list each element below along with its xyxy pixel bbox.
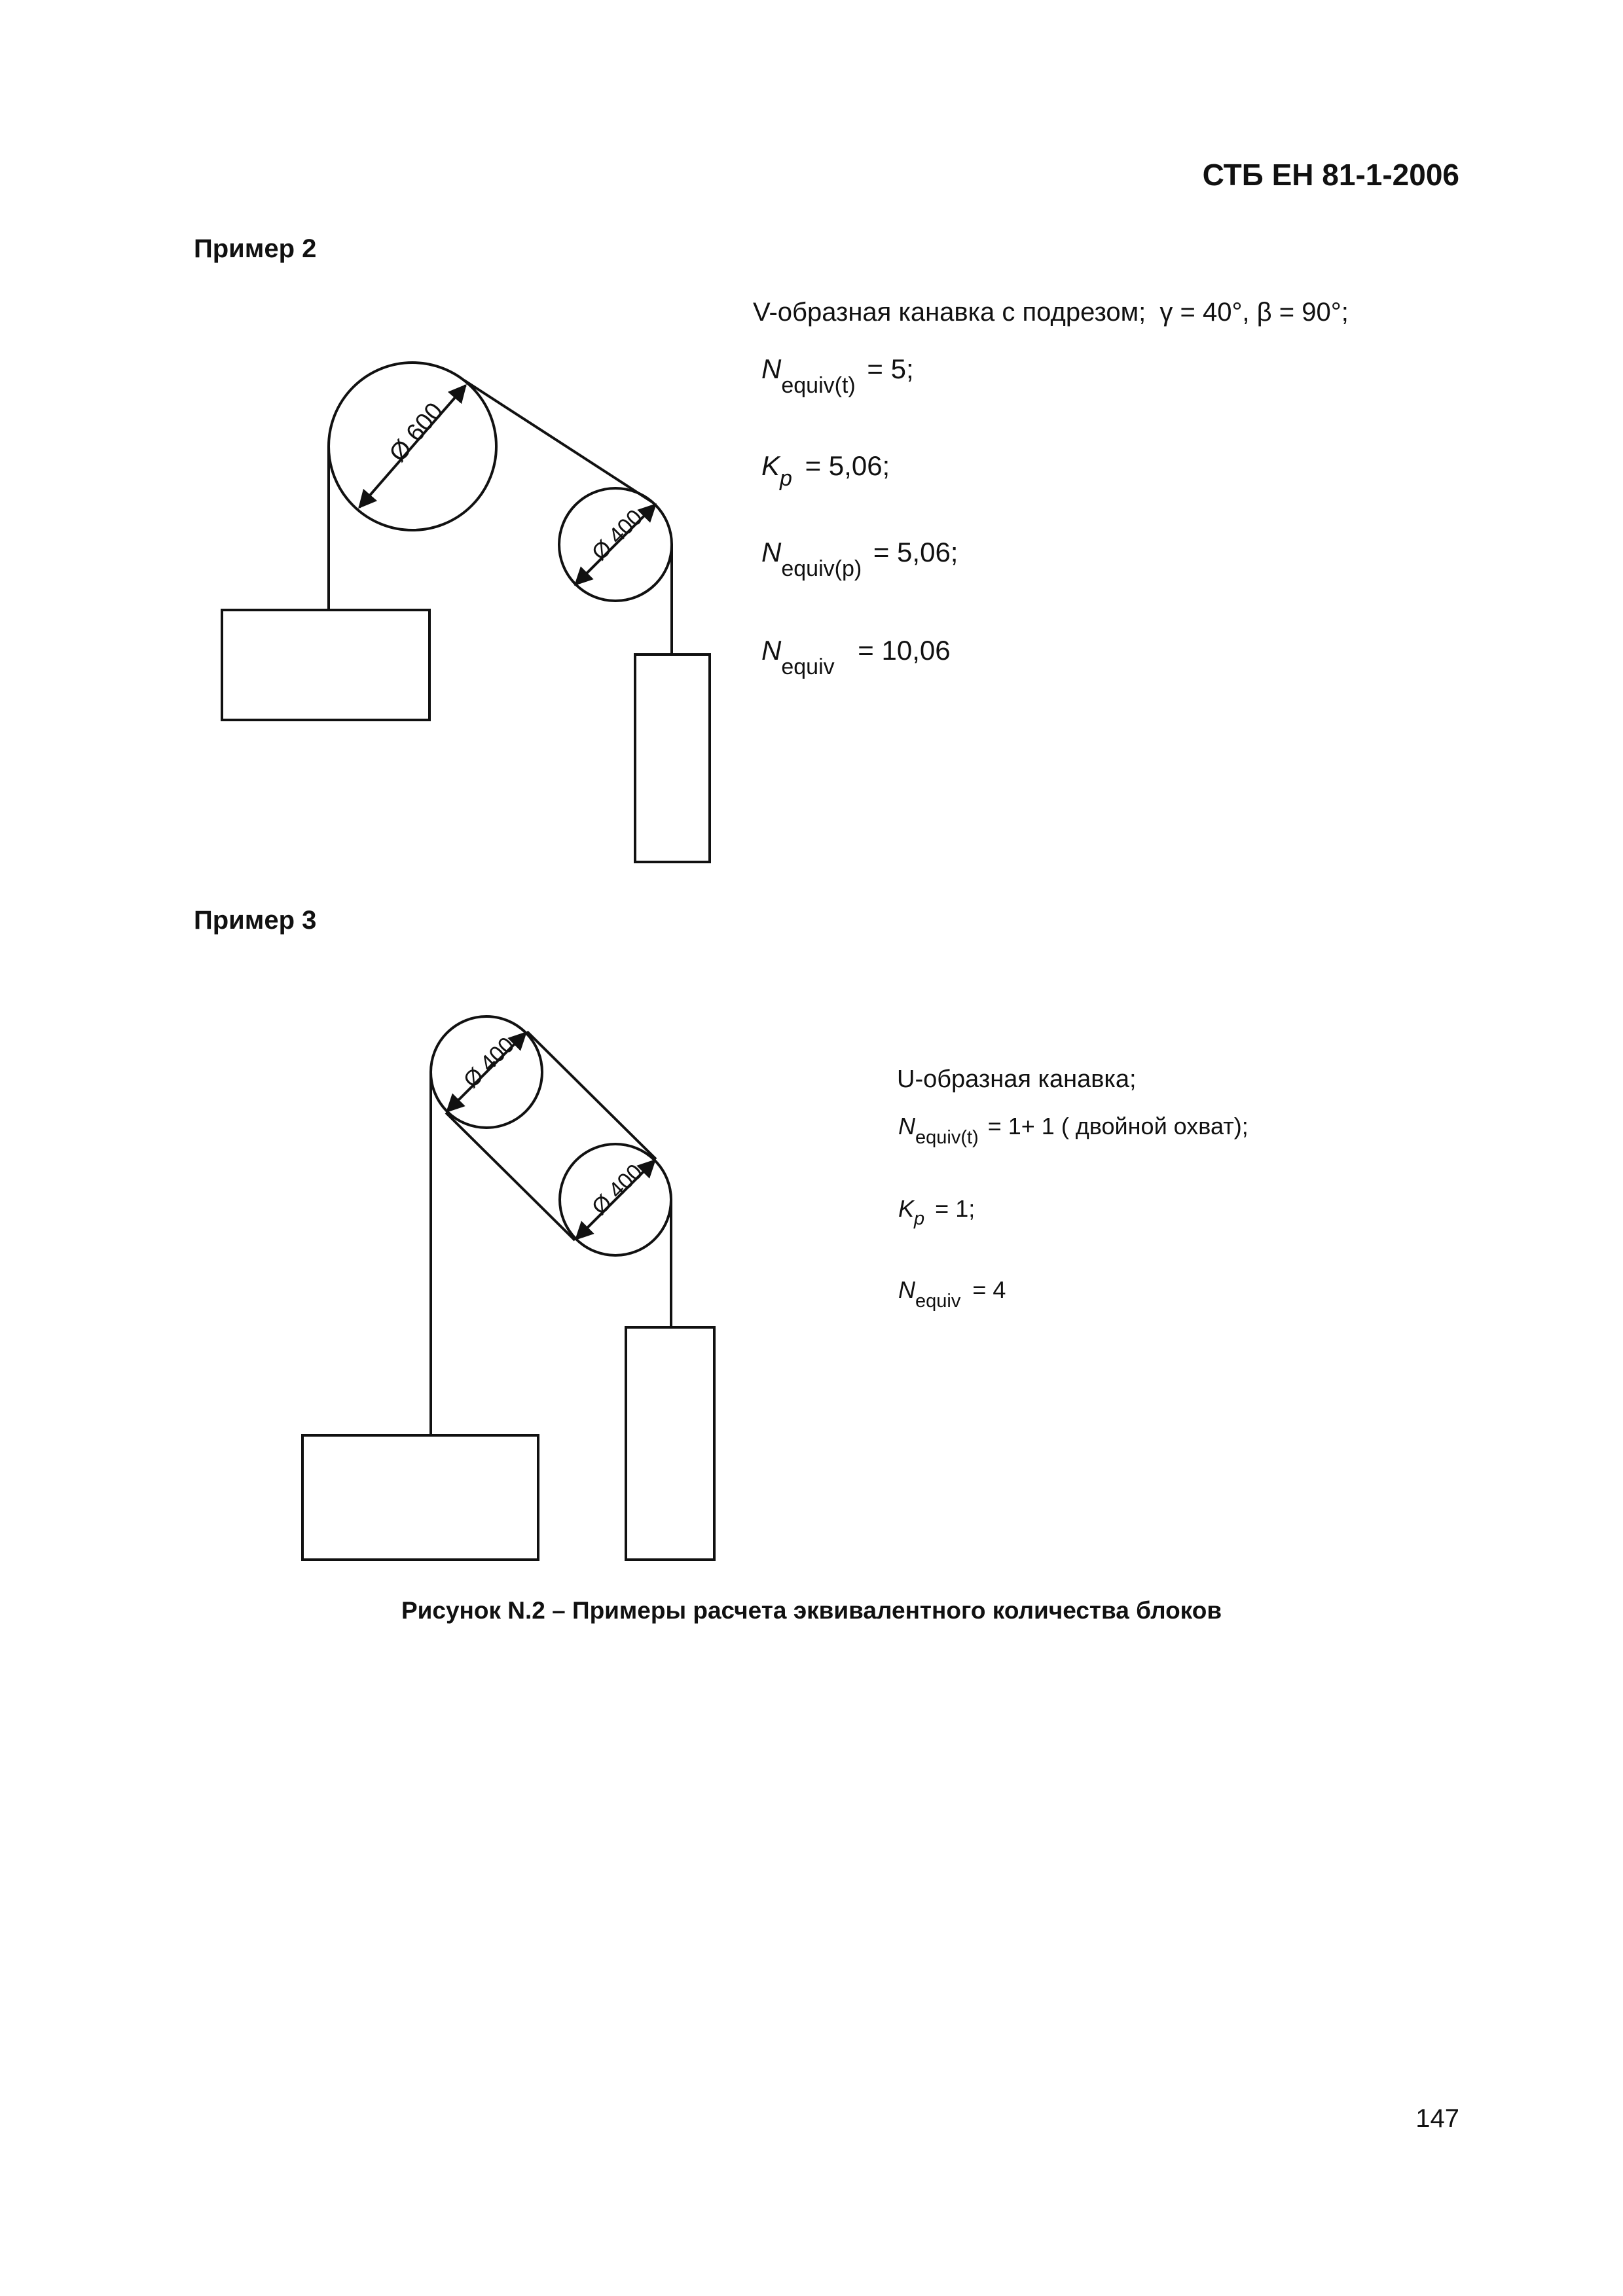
- counterweight-block: [626, 1327, 714, 1560]
- value: = 5,06;: [805, 450, 890, 481]
- rope-tangent: [464, 380, 652, 502]
- value: = 4: [972, 1276, 1006, 1303]
- subscript: p: [780, 466, 792, 491]
- symbol: K: [761, 450, 780, 481]
- value: = 1;: [935, 1195, 976, 1222]
- value: = 5;: [867, 353, 914, 384]
- example-3-groove-description: U-образная канавка;: [897, 1066, 1137, 1093]
- value: = 1+ 1 ( двойной охват);: [987, 1113, 1249, 1139]
- car-block: [302, 1435, 538, 1560]
- example-3-diagram: [302, 1016, 714, 1560]
- subscript: equiv(t): [915, 1127, 979, 1148]
- example-2-groove-description: [753, 298, 1349, 327]
- value: = 10,06: [858, 635, 951, 666]
- formula-n-equiv: [898, 1276, 1006, 1312]
- diameter-label-top: Ø 400: [458, 1032, 520, 1093]
- example-3-heading: Пример 3: [194, 906, 317, 935]
- formula-kp: [761, 450, 890, 491]
- rope-lower-tangent: [446, 1113, 575, 1240]
- value: = 5,06;: [873, 537, 958, 567]
- formula-n-equiv-t: [898, 1113, 1249, 1148]
- page-number: 147: [1415, 2104, 1459, 2133]
- symbol: K: [898, 1195, 915, 1222]
- example-2-heading: Пример 2: [194, 234, 317, 263]
- symbol: N: [761, 353, 782, 384]
- formula-kp: [898, 1195, 976, 1229]
- symbol: N: [898, 1113, 915, 1139]
- diameter-label-400: Ø 400: [587, 505, 648, 565]
- groove-type: V-образная канавка с подрезом;: [753, 298, 1146, 327]
- symbol: N: [898, 1276, 915, 1303]
- subscript: equiv: [781, 655, 835, 679]
- groove-angles: γ = 40°, β = 90°;: [1159, 298, 1349, 327]
- formula-n-equiv: [761, 635, 951, 679]
- rope-upper-tangent: [527, 1031, 656, 1159]
- figure-caption: Рисунок N.2 – Примеры расчета эквивалентного количества блоков: [401, 1597, 1222, 1624]
- symbol: N: [761, 635, 782, 666]
- formula-n-equiv-p: [761, 537, 958, 581]
- subscript: equiv(t): [781, 373, 856, 398]
- counterweight-block: [635, 655, 710, 862]
- document-code: СТБ ЕН 81-1-2006: [1202, 158, 1459, 192]
- diameter-label-600: Ø 600: [384, 397, 449, 467]
- formula-n-equiv-t: [761, 353, 914, 398]
- car-block: [222, 610, 429, 720]
- subscript: equiv(p): [781, 556, 862, 581]
- example-2-diagram: [222, 363, 710, 862]
- symbol: N: [761, 537, 782, 567]
- diameter-label-bottom: Ø 400: [587, 1159, 648, 1220]
- subscript: p: [914, 1208, 925, 1229]
- subscript: equiv: [915, 1291, 961, 1312]
